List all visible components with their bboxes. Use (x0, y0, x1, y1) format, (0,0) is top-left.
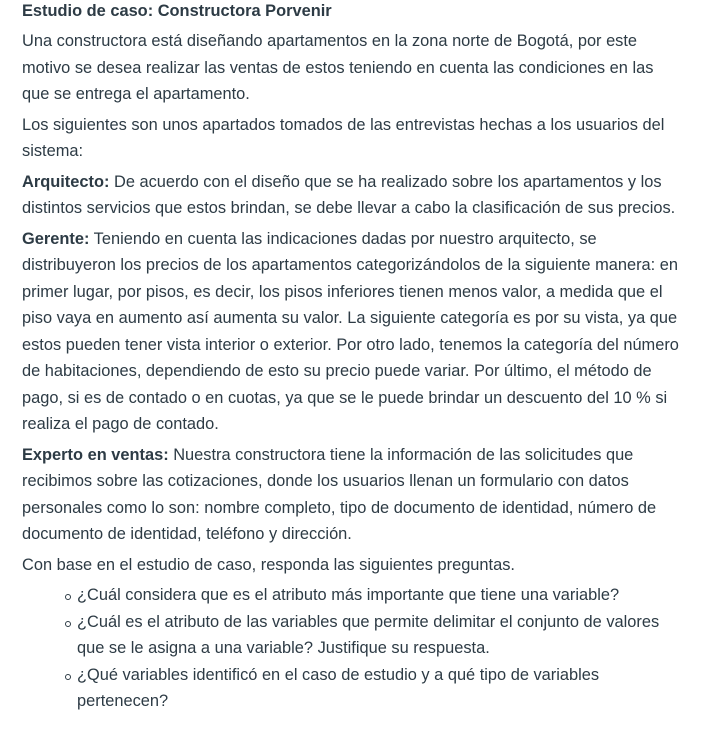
interview-role: Arquitecto: (22, 172, 110, 191)
case-study-title: Estudio de caso: Constructora Porvenir (22, 2, 332, 20)
questions-intro: Con base en el estudio de caso, responda las siguientes preguntas. (22, 555, 515, 574)
case-study-document (22, 0, 682, 715)
intro-paragraph: Una constructora está diseñando apartamentos en la zona norte de Bogotá, por este motivo se desea realizar las ventas de estos teniendo en cuenta las condiciones en las que se entrega el apartamento. (22, 32, 654, 103)
interview-manager (22, 226, 682, 438)
interview-text: Nuestra constructora tiene la información de las solicitudes que recibimos sobre las cotizaciones, donde los usuarios llenan un formulario con datos personales como lo son: nombre completo, tipo de documento de identidad, número de documento de identidad, teléfono y dirección. (22, 445, 657, 543)
interview-architect (22, 169, 682, 222)
questions-list (22, 582, 682, 715)
question-item: ¿Cuál es el atributo de las variables que permite delimitar el conjunto de valores que se le asigna a una variable? Justifique su respuesta. (77, 609, 682, 662)
interview-text: Teniendo en cuenta las indicaciones dadas por nuestro arquitecto, se distribuyeron los precios de los apartamentos categorizándolos de la siguiente manera: en primer lugar, por pisos, es decir, los pisos inferiores tienen menos valor, a medida que el piso vaya en aumento así aumenta su valor. La siguiente categoría es por su vista, ya que estos pueden tener vista interior o exterior. Por otro lado, tenemos la categoría del número de habitaciones, dependiendo de esto su precio puede variar. Por último, el método de pago, si es de contado o en cuotas, ya que se le puede brindar un descuento del 10 % si realiza el pago de contado. (22, 229, 679, 433)
interview-role: Gerente: (22, 229, 90, 248)
question-item: ¿Cuál considera que es el atributo más importante que tiene una variable? (77, 582, 682, 609)
interviews-intro: Los siguientes son unos apartados tomados de las entrevistas hechas a los usuarios del sistema: (22, 115, 665, 160)
interview-role: Experto en ventas: (22, 445, 169, 464)
question-item: ¿Qué variables identificó en el caso de estudio y a qué tipo de variables pertenecen? (77, 662, 682, 715)
interview-text: De acuerdo con el diseño que se ha realizado sobre los apartamentos y los distintos servicios que estos brindan, se debe llevar a cabo la clasificación de sus precios. (22, 172, 676, 217)
interview-sales-expert (22, 442, 682, 548)
